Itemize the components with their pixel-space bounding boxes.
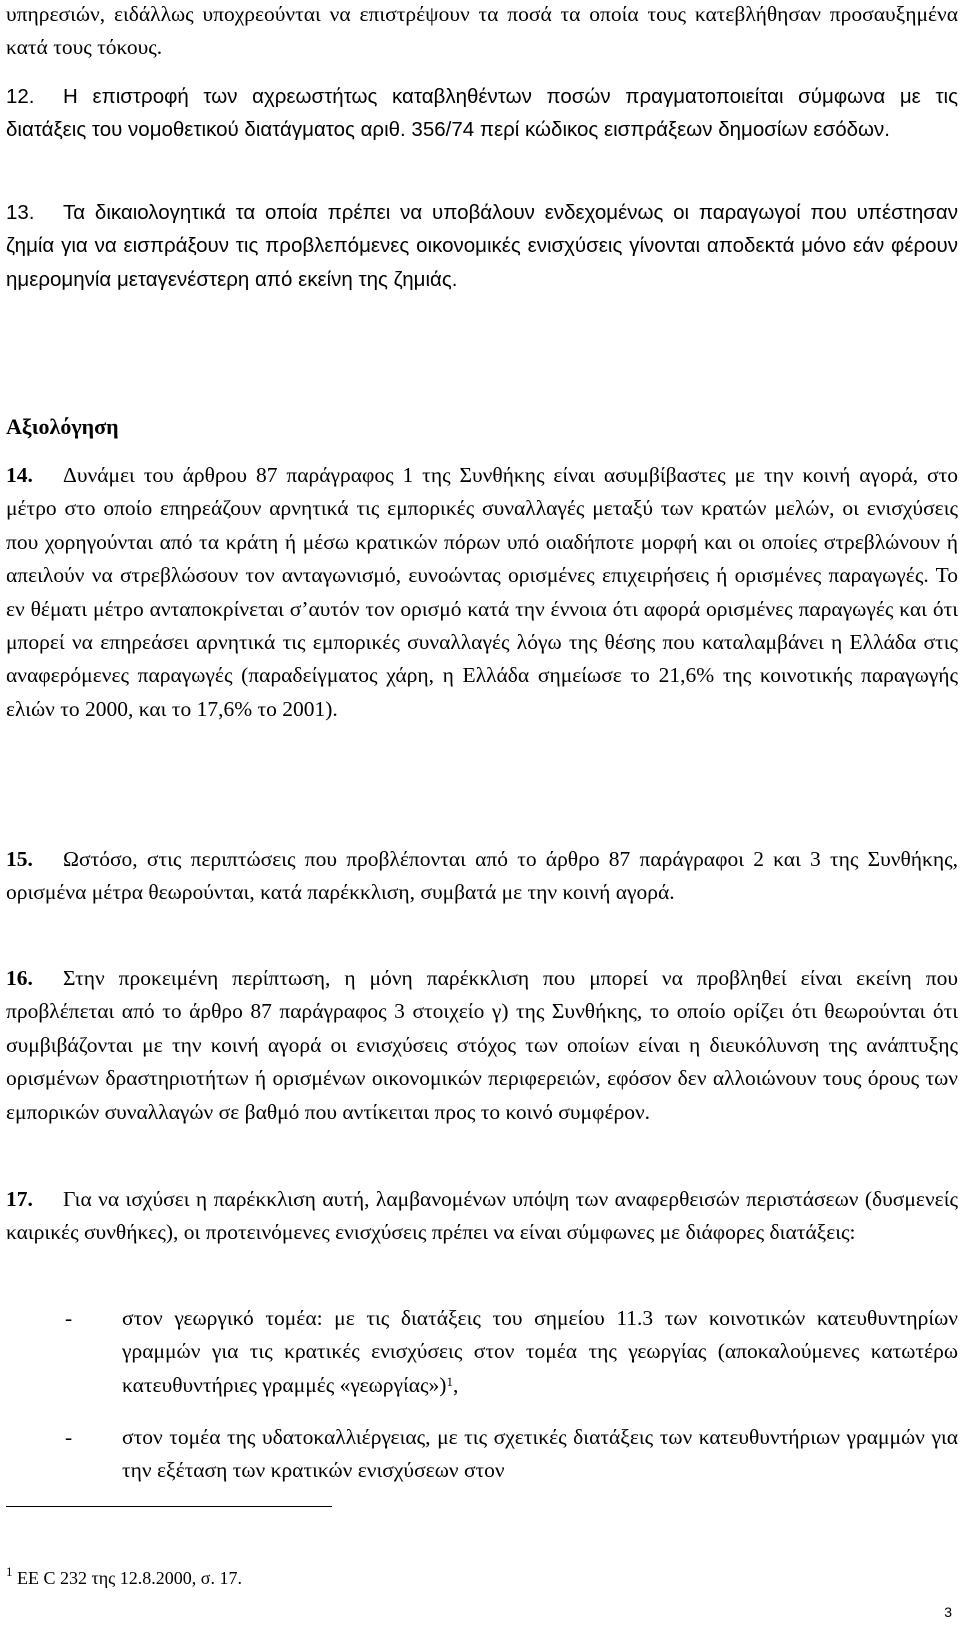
paragraph-13 [6, 196, 958, 296]
paragraph-12 [6, 80, 958, 147]
bullet-text-tail: , [452, 1372, 459, 1397]
paragraph-number: 15. [6, 847, 33, 871]
footnote [6, 1564, 242, 1589]
paragraph-text: Δυνάμει του άρθρου 87 παράγραφος 1 της Συνθήκης είναι ασυμβίβαστες με την κοινή αγορά, στο μέτρο στο οποίο επηρεάζουν αρνητικά τις εμπορικές συναλλαγές μεταξύ των κρατών μελών, οι ενισχύσεις που χορηγούνται από τα κράτη ή μέσω κρατικών πόρων υπό οιαδήποτε μορφή και οι οποίες στρεβλώνουν ή απειλούν να στρεβλώσουν τον ανταγωνισμό, ευνοώντας ορισμένες επιχειρήσεις ή ορισμένες παραγωγές. Το εν θέματι μέτρο ανταποκρίνεται σ’αυτόν τον ορισμό κατά την έννοια ότι αφορά ορισμένες παραγωγές και ότι μπορεί να επηρεάσει αρνητικά τις εμπορικές συναλλαγές λόγω της θέσης που καταλαμβάνει η Ελλάδα στις αναφερόμενες παραγωγές (παραδείγματος χάρη, η Ελλάδα σημείωσε το 21,6% της κοινοτικής παραγωγής ελιών το 2000, και το 17,6% το 2001). [6, 463, 958, 721]
paragraph-text: Στην προκειμένη περίπτωση, η μόνη παρέκκλιση που μπορεί να προβληθεί είναι εκείνη που προβλέπεται από το άρθρο 87 παράγραφος 3 στοιχείο γ) της Συνθήκης, το οποίο ορίζει ότι θεωρούνται ότι συμβιβάζονται με την κοινή αγορά οι ενισχύσεις στόχος των οποίων είναι η διευκόλυνση της ανάπτυξης ορισμένων δραστηριοτήτων ή ορισμένων οικονομικών περιφερειών, εφόσον δεν αλλοιώνουν τους όρους των εμπορικών συναλλαγών σε βαθμό που αντίκειται προς το κοινό συμφέρον. [6, 966, 958, 1124]
paragraph-15 [6, 843, 958, 910]
paragraph-17 [6, 1183, 958, 1250]
footnote-separator [6, 1506, 332, 1507]
paragraph-number: 12. [6, 85, 35, 108]
bullet-item [6, 1421, 958, 1488]
paragraph-continued [6, 0, 958, 65]
paragraph-number: 13. [6, 201, 35, 224]
bullet-item [6, 1302, 958, 1402]
paragraph-text: υπηρεσιών, ειδάλλως υποχρεούνται να επιστρέψουν τα ποσά τα οποία τους κατεβλήθησαν προσαυξημένα κατά τους τόκους. [6, 2, 958, 60]
paragraph-16 [6, 962, 958, 1129]
bullet-text-body: στον γεωργικό τομέα: με τις διατάξεις του σημείου 11.3 των κοινοτικών κατευθυντηρίων γραμμών για τις κρατικές ενισχύσεις στον τομέα της γεωργίας (αποκαλούμενες κατωτέρω κατευθυντήριες γραμμές «γεωργίας») [122, 1306, 958, 1397]
bullet-text [122, 1302, 958, 1402]
bullet-dash: - [65, 1306, 73, 1330]
paragraph-text: Ωστόσο, στις περιπτώσεις που προβλέπονται από το άρθρο 87 παράγραφοι 2 και 3 της Συνθήκης, ορισμένα μέτρα θεωρούνται, κατά παρέκκλιση, συμβατά με την κοινή αγορά. [6, 847, 958, 905]
footnote-mark: 1 [6, 1564, 13, 1579]
paragraph-text: Για να ισχύσει η παρέκκλιση αυτή, λαμβανομένων υπόψη των αναφερθεισών περιστάσεων (δυσμενείς καιρικές συνθήκες), οι προτεινόμενες ενισχύσεις πρέπει να είναι σύμφωνες με διάφορες διατάξεις: [6, 1187, 958, 1245]
paragraph-number: 14. [6, 463, 33, 487]
paragraph-number: 16. [6, 966, 33, 990]
paragraph-text: Η επιστροφή των αχρεωστήτως καταβληθέντων ποσών πραγματοποιείται σύμφωνα με τις διατάξεις του νομοθετικού διατάγματος αριθ. 356/74 περί κώδικος εισπράξεων δημοσίων εσόδων. [6, 85, 958, 142]
bullet-dash: - [65, 1425, 73, 1449]
paragraph-number: 17. [6, 1187, 33, 1211]
bullet-text: στον τομέα της υδατοκαλλιέργειας, με τις σχετικές διατάξεις των κατευθυντήριων γραμμών για την εξέταση των κρατικών ενισχύσεων στον [122, 1425, 958, 1483]
section-heading: Αξιολόγηση [6, 414, 119, 439]
page-number: 3 [944, 1604, 952, 1620]
paragraph-text: Τα δικαιολογητικά τα οποία πρέπει να υποβάλουν ενδεχομένως οι παραγωγοί που υπέστησαν ζημία για να εισπράξουν τις προβλεπόμενες οικονομικές ενισχύσεις γίνονται αποδεκτά μόνο εάν φέρουν ημερομηνία μεταγενέστερη από εκείνη της ζημιάς. [6, 201, 958, 291]
paragraph-14 [6, 459, 958, 726]
footnote-text: ΕΕ C 232 της 12.8.2000, σ. 17. [17, 1568, 242, 1588]
footnote-reference: 1 [446, 1373, 453, 1389]
